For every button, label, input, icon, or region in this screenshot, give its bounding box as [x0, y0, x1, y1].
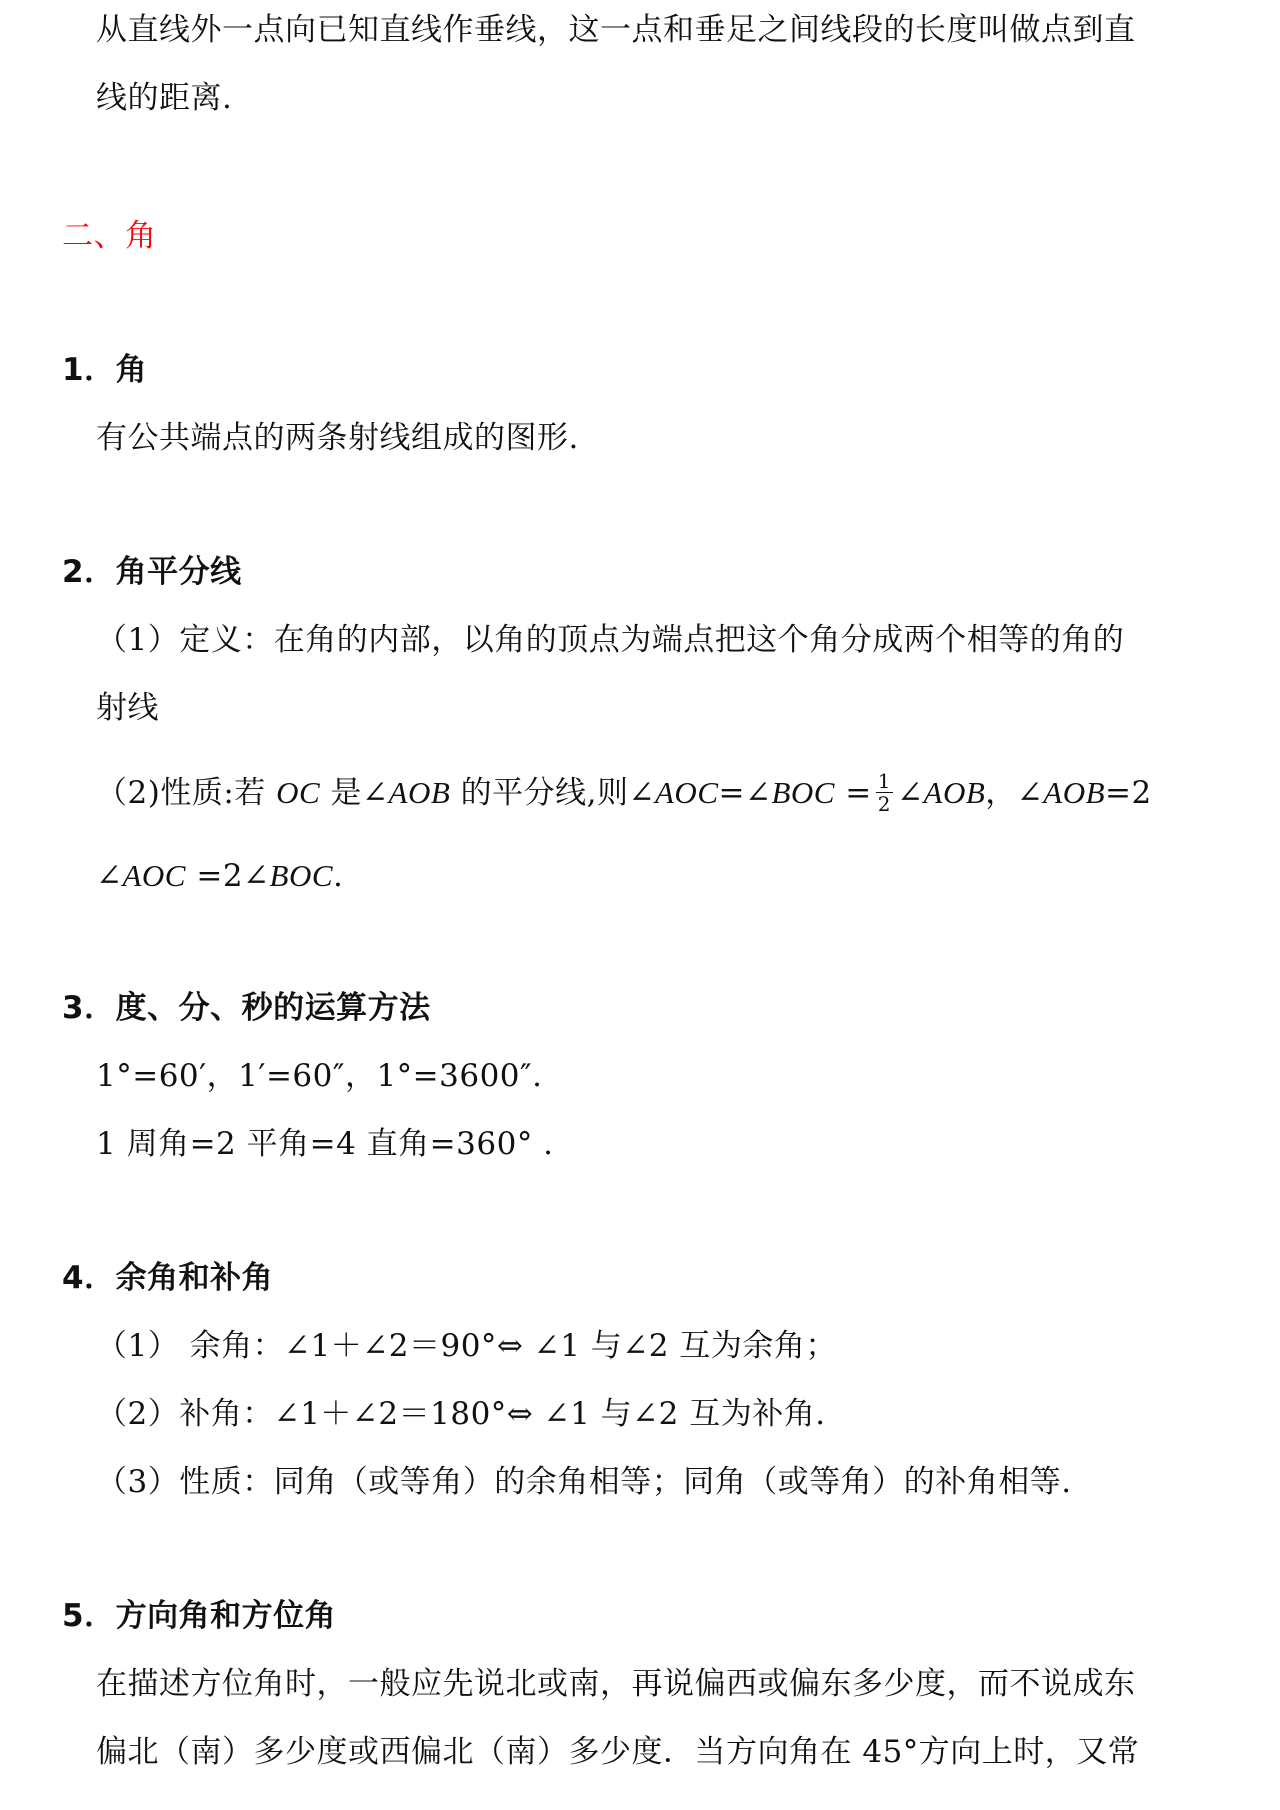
property-eq2: =: [834, 775, 872, 811]
property-line2-mid: =2∠: [185, 858, 270, 894]
bisector-property-line-1: [96, 769, 1152, 817]
supplementary-line: （2）补角：∠1＋∠2＝180°⇔ ∠1 与∠2 互为补角.: [96, 1396, 826, 1432]
bisector-property-line-2: [96, 856, 343, 896]
intro-line-1: 从直线外一点向已知直线作垂线，这一点和垂足之间线段的长度叫做点到直: [96, 12, 1136, 48]
symbol-boc: BOC: [771, 775, 835, 810]
complementary-line: （1） 余角：∠1＋∠2＝90°⇔ ∠1 与∠2 互为余角；: [96, 1328, 837, 1364]
heading-degree-minute-second: 3．度、分、秒的运算方法: [62, 990, 431, 1026]
degree-conversion-line-1: 1°=60′，1′=60″，1°=3600″.: [96, 1058, 543, 1094]
angle-definition: 有公共端点的两条射线组成的图形.: [96, 420, 579, 456]
bisector-definition-line-1: （1）定义：在角的内部，以角的顶点为端点把这个角分成两个相等的角的: [96, 622, 1125, 658]
property-mid: 的平分线,则∠: [450, 775, 655, 811]
direction-angle-line-1: 在描述方位角时，一般应先说北或南，再说偏西或偏东多少度，而不说成东: [96, 1666, 1136, 1702]
property-prefix: （2)性质:若: [96, 775, 277, 811]
property-eq1: =∠: [718, 775, 772, 811]
property-line2-end: .: [333, 858, 344, 894]
symbol-aoc: AOC: [122, 858, 186, 893]
property-line2-angle: ∠: [96, 858, 123, 894]
symbol-oc: OC: [276, 775, 321, 810]
property-is: 是∠: [320, 775, 389, 811]
bisector-definition-line-2: 射线: [96, 690, 159, 726]
symbol-aob: AOB: [923, 775, 986, 810]
property-angle2: ∠: [897, 775, 924, 811]
symbol-boc: BOC: [269, 858, 334, 893]
heading-direction-angle: 5．方向角和方位角: [62, 1598, 337, 1634]
property-eq3: =2: [1105, 775, 1152, 811]
heading-angle: 1．角: [62, 352, 148, 388]
fraction-numerator: 1: [877, 769, 892, 793]
symbol-aob: AOB: [1043, 775, 1106, 810]
direction-angle-line-2: 偏北（南）多少度或西偏北（南）多少度．当方向角在 45°方向上时，又常: [96, 1734, 1140, 1770]
section-title: 二、角: [62, 218, 157, 254]
degree-conversion-line-2: 1 周角=2 平角=4 直角=360° .: [96, 1126, 554, 1162]
fraction-denominator: 2: [877, 792, 892, 816]
symbol-aoc: AOC: [655, 775, 719, 810]
heading-angle-bisector: 2．角平分线: [62, 554, 242, 590]
intro-line-2: 线的距离.: [96, 80, 233, 116]
fraction-one-half: [876, 770, 893, 815]
property-comma: ，∠: [985, 775, 1044, 811]
symbol-aob: AOB: [388, 775, 451, 810]
heading-complementary-supplementary: 4．余角和补角: [62, 1260, 274, 1296]
angle-property-line: （3）性质：同角（或等角）的余角相等；同角（或等角）的补角相等.: [96, 1464, 1072, 1500]
